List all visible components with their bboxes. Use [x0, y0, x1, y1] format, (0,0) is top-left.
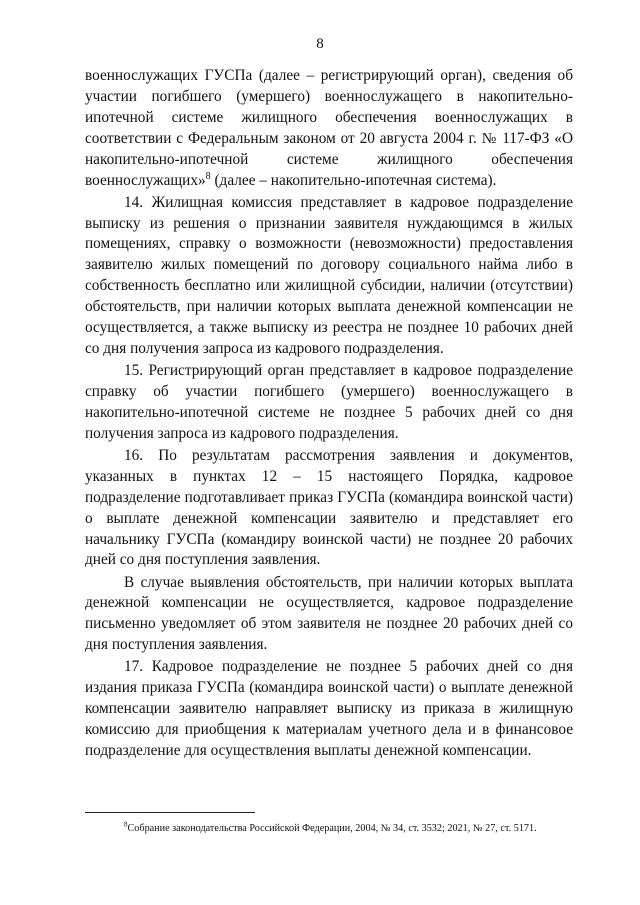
paragraph-17: 17. Кадровое подразделение не позднее 5 рабочих дней со дня издания приказа ГУСПа (командира воинской части) о выплате денежной компенсации заявителю направляет выписку из приказа в жилищную комиссию для приобщения к материалам учетного дела и в финансовое подразделение для осуществления выплаты денежной компенсации.: [85, 658, 573, 759]
paragraph-14: 14. Жилищная комиссия представляет в кадровое подразделение выписку из решения о признании заявителя нуждающимся в жилых помещениях, справку о возможности (невозможности) предоставления заявителю жилых помещений по договору социального найма либо в собственность бесплатно или жилищной субсидии, наличии (отсутствии) обстоятельств, при наличии которых выплата денежной компенсации не осуществляется, а также выписку из реестра не позднее 10 рабочих дней со дня получения запроса из кадрового подразделения.: [85, 193, 573, 357]
paragraph-16: 16. По результатам рассмотрения заявления и документов, указанных в пунктах 12 – 15 настоящего Порядка, кадровое подразделение подготавливает приказ ГУСПа (командира воинской части) о выплате денежной компенсации заявителю и представляет его начальнику ГУСПа (командиру воинской части) не позднее 20 рабочих дней со дня поступления заявления.: [85, 446, 573, 569]
body-text: [85, 66, 573, 763]
paragraph-15: 15. Регистрирующий орган представляет в кадровое подразделение справку об участии погибшего (умершего) военнослужащего в накопительно-ипотечной системе не позднее 5 рабочих дней со дня получения запроса из кадрового подразделения.: [85, 362, 573, 442]
paragraph-text: военнослужащих ГУСПа (далее – регистрирующий орган), сведения об участии погибшего (умершего) военнослужащего в накопительно-ипотечной системе жилищного обеспечения военнослужащих в соответствии с Федеральным законом от 20 августа 2004 г. № 117-ФЗ «О накопительно-ипотечной системе жилищного обеспечения военнослужащих»: [85, 67, 573, 189]
paragraph-text-tail: (далее – накопительно-ипотечная система).: [210, 171, 497, 189]
paragraph-16-notice: В случае выявления обстоятельств, при наличии которых выплата денежной компенсации не осуществляется, кадровое подразделение письменно уведомляет об этом заявителя не позднее 20 рабочих дней со дня поступления заявления.: [85, 573, 573, 654]
footnote-reference: 8: [205, 170, 211, 182]
footnote-separator: [85, 812, 255, 813]
footnote: [124, 822, 594, 835]
footnote-text: Собрание законодательства Российской Федерации, 2004, № 34, ст. 3532; 2021, № 27, ст. 5171.: [127, 823, 537, 834]
footnote-marker: 8: [124, 820, 128, 829]
paragraph-continuation: [85, 66, 573, 191]
page-number: 8: [316, 36, 324, 52]
